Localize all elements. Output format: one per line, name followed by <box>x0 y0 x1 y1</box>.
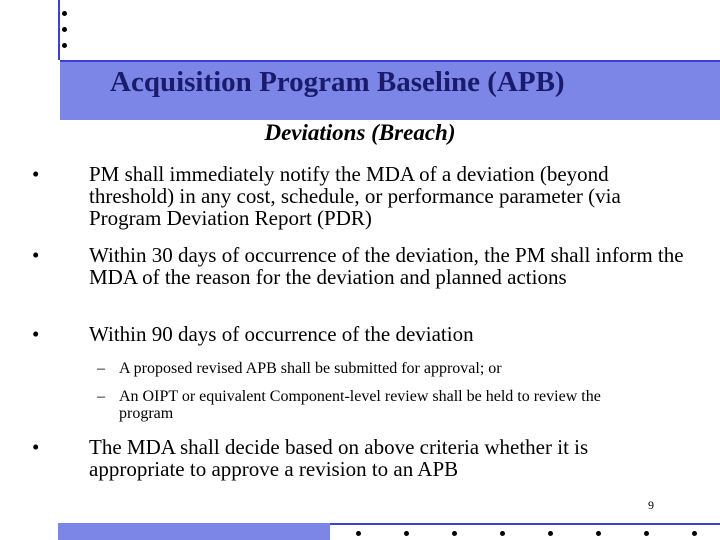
footer-bar <box>58 523 330 540</box>
bullet-text: The MDA shall decide based on above criteria whether it is appropriate to approve a revision to an APB <box>89 435 589 481</box>
slide-subtitle: Deviations (Breach) <box>264 120 456 145</box>
bullet-text: PM shall immediately notify the MDA of a deviation (beyond threshold) in any cost, schedule, or performance parameter (via Program Deviation Report (PDR) <box>89 162 621 230</box>
decorative-vertical-line <box>58 0 60 60</box>
footer-dot <box>548 531 553 536</box>
bullet-text: Within 90 days of occurrence of the deviation <box>89 322 474 346</box>
footer-dot <box>644 531 649 536</box>
sub-bullet-text: An OIPT or equivalent Component-level review shall be held to review the program <box>119 388 601 422</box>
bullet-marker: • <box>32 243 40 267</box>
bullet-marker: • <box>32 162 40 186</box>
bullet-marker: • <box>32 435 40 459</box>
sub-bullet-marker: – <box>97 388 105 405</box>
footer-dot <box>692 531 697 536</box>
decorative-dot <box>62 27 67 32</box>
decorative-dot <box>62 43 67 48</box>
footer-dot <box>404 531 409 536</box>
bullet-marker: • <box>32 322 40 346</box>
decorative-dot <box>62 11 67 16</box>
slide-title: Acquisition Program Baseline (APB) <box>110 66 565 98</box>
sub-bullet-text: A proposed revised APB shall be submitted for approval; or <box>119 360 502 377</box>
bullet-text: Within 30 days of occurrence of the deviation, the PM shall inform the MDA of the reason for the deviation and planned actions <box>89 243 684 289</box>
footer-dot <box>452 531 457 536</box>
sub-bullet-marker: – <box>97 360 105 377</box>
footer-dot <box>356 531 361 536</box>
footer-dot <box>596 531 601 536</box>
page-number: 9 <box>648 498 654 512</box>
footer-line <box>330 523 720 525</box>
footer-dot <box>500 531 505 536</box>
